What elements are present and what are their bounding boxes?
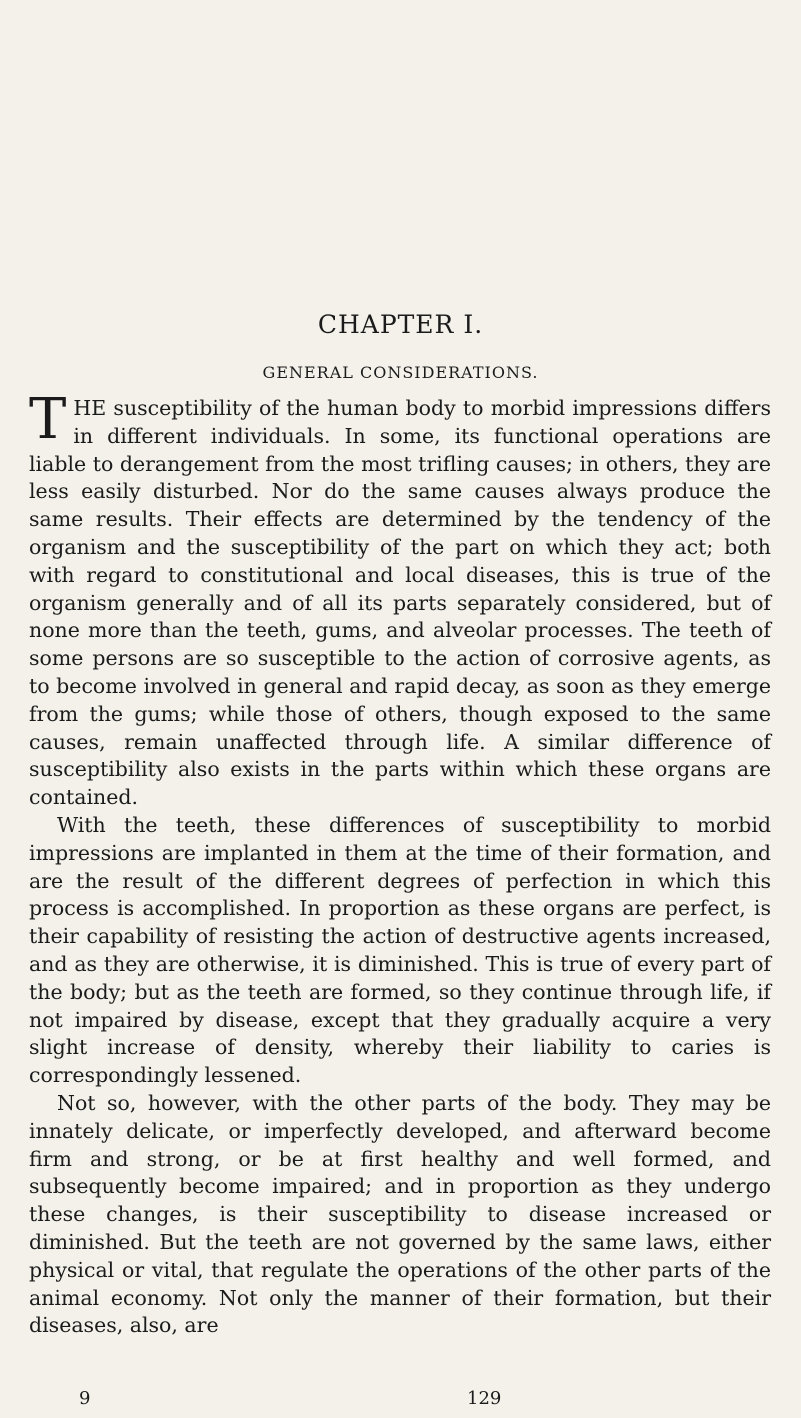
section-heading: GENERAL CONSIDERATIONS. — [262, 363, 539, 382]
paragraph-1-text: HE susceptibility of the human body to morbid impressions differs in different individuals. In some, its functional operations are liable to derangement from the most trifling causes; in others, they are less easily disturbed. Nor do the same causes always produce the same results. Their effects are determined by the tendency of the organism and the susceptibility of the part on which they act; both with regard to constitutional and local diseases, this is true of the organism generally and of all its parts separately considered, but of none more than the teeth, gums, and alveolar processes. The teeth of some persons are so susceptible to the action of corrosive agents, as to become involved in general and rapid decay, as soon as they emerge from the gums; while those of others, though exposed to the same causes, remain unaffected through life. A similar difference of susceptibility also exists in the parts within which these organs are contained. — [29, 396, 771, 810]
page-number: 129 — [467, 1388, 502, 1409]
paragraph-3: Not so, however, with the other parts of the body. They may be innately delicate, or imperfectly developed, and afterward become firm and strong, or be at first healthy and well formed, and subsequently become impaired; and in proportion as they undergo these changes, is their susceptibility to disease increased or diminished. But the teeth are not governed by the same laws, either physical or vital, that regulate the operations of the other parts of the animal economy. Not only the manner of their formation, but their diseases, also, are — [29, 1090, 771, 1338]
body-text — [29, 387, 771, 1340]
paragraph-2: With the teeth, these differences of susceptibility to morbid impressions are implanted in them at the time of their formation, and are the result of the different degrees of perfection in which this process is accomplished. In proportion as these organs are perfect, is their capability of resisting the action of destructive agents increased, and as they are otherwise, it is diminished. This is true of every part of the body; but as the teeth are formed, so they continue through life, if not impaired by disease, except that they gradually acquire a very slight increase of density, whereby their liability to caries is correspondingly lessened. — [29, 812, 771, 1088]
drop-cap: T — [29, 387, 67, 452]
signature-mark: 9 — [79, 1388, 91, 1409]
chapter-title: CHAPTER I. — [317, 310, 484, 339]
paragraph-1 — [29, 387, 771, 812]
page-footer — [0, 1388, 801, 1412]
